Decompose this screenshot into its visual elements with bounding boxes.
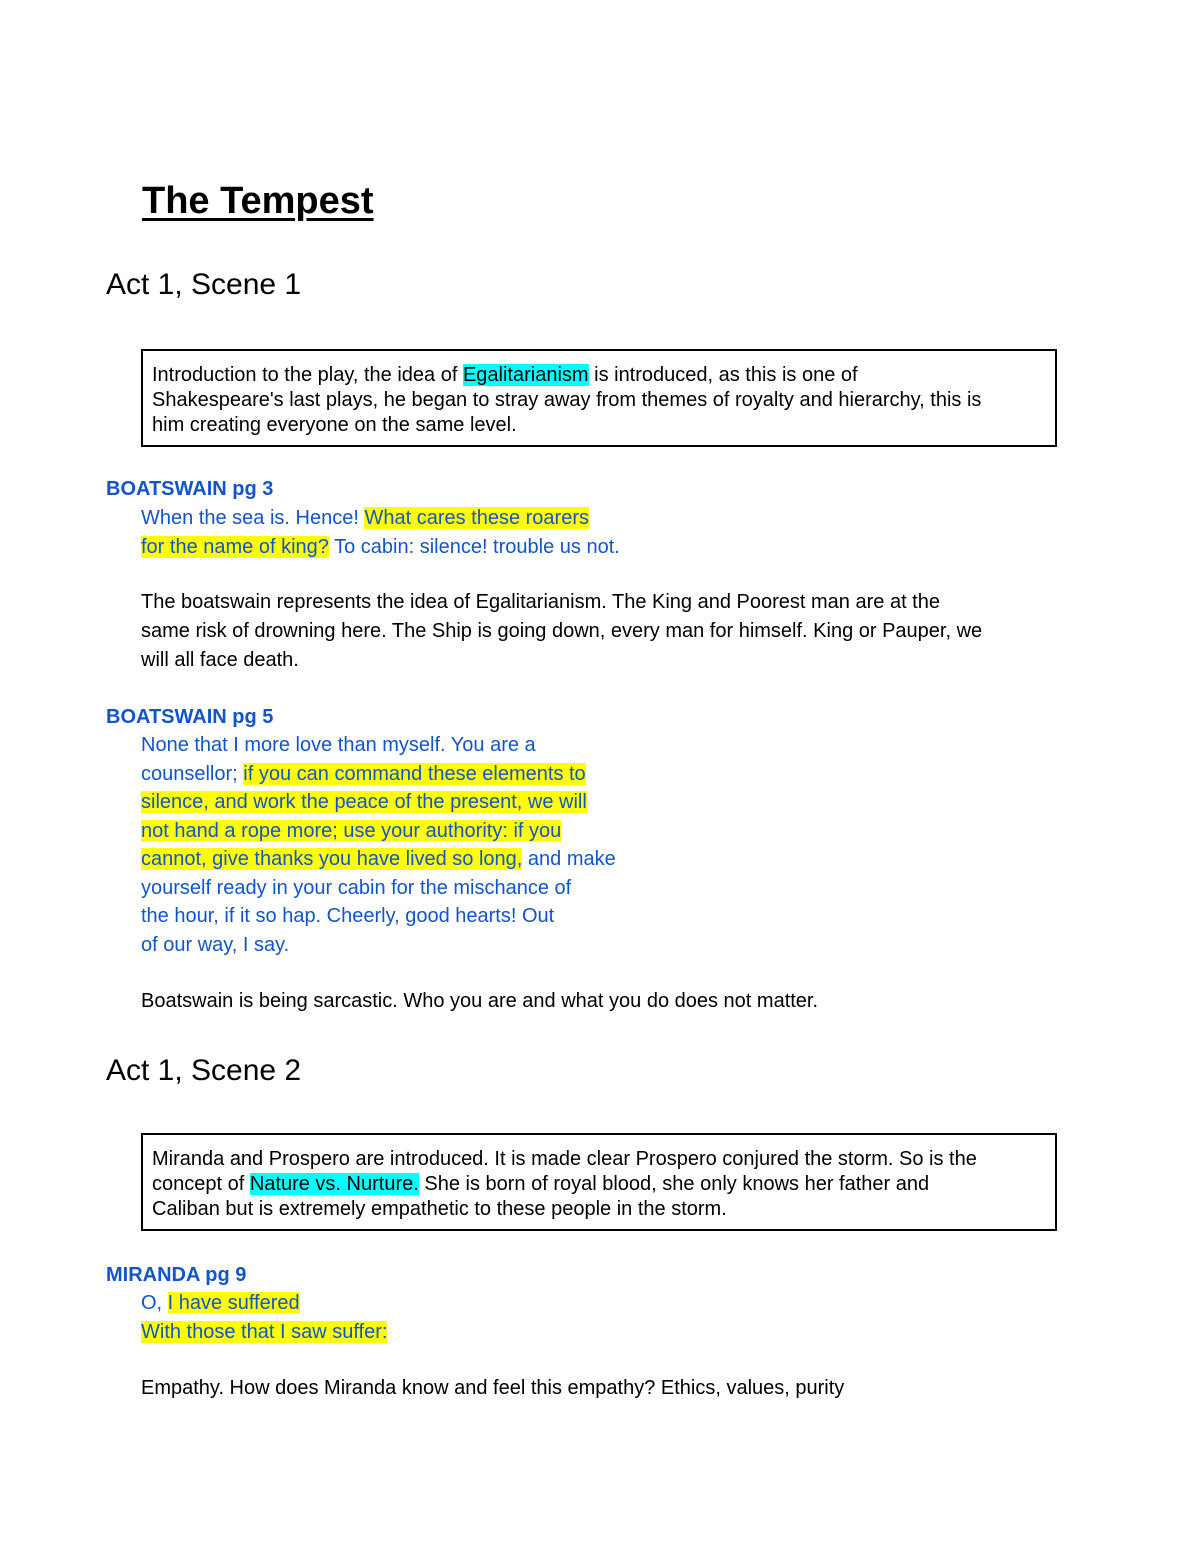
intro-line-3: him creating everyone on the same level. — [152, 414, 517, 436]
quote-block: When the sea is. Hence! What cares these roarers for the name of king? To cabin: silence! trouble us not. — [141, 507, 620, 558]
speaker-label: MIRANDA pg 9 — [106, 1264, 247, 1286]
quote-block: O, I have suffered With those that I saw suffer: — [141, 1292, 388, 1343]
act1-scene2-heading: Act 1, Scene 2 — [106, 1054, 302, 1087]
egalitarianism-highlight: Egalitarianism — [462, 364, 589, 386]
quote-block: None that I more love than myself. You are a counsellor; if you can command these elements to silence, and work the peace of the present, we will not hand a rope more; use your authority: if you cannot, give thanks you have lived so long, and make yourself ready in your cabin for the mischance of the hour, if it so hap. Cheerly, good hearts! Out of our way, I say. — [141, 734, 616, 956]
speaker-label: BOATSWAIN pg 3 — [106, 478, 274, 500]
intro-line-2: Shakespeare's last plays, he began to stray away from themes of royalty and hierarchy, this is — [152, 389, 982, 411]
commentary-note: The boatswain represents the idea of Egalitarianism. The King and Poorest man are at the same risk of drowning here. The Ship is going down, every man for himself. King or Pauper, we will all face death. — [141, 591, 983, 671]
document-title: The Tempest — [142, 180, 374, 222]
speaker-label: BOATSWAIN pg 5 — [106, 706, 274, 728]
intro-line-1: Introduction to the play, the idea of Egalitarianism is introduced, as this is one of — [152, 364, 858, 386]
act1-scene1-heading: Act 1, Scene 1 — [106, 268, 302, 301]
commentary-note: Empathy. How does Miranda know and feel this empathy? Ethics, values, purity — [141, 1377, 845, 1399]
act1-scene1-intro-box — [141, 349, 1057, 447]
act1-scene2-intro-box: Miranda and Prospero are introduced. It is made clear Prospero conjured the storm. So is the concept of Nature vs. Nurture. She is born of royal blood, she only knows her father and Caliban but is extremely empathetic to these people in the storm. — [141, 1133, 1057, 1231]
commentary-note: Boatswain is being sarcastic. Who you are and what you do does not matter. — [141, 990, 819, 1012]
nature-vs-nurture-highlight: Nature vs. Nurture. — [249, 1173, 419, 1195]
